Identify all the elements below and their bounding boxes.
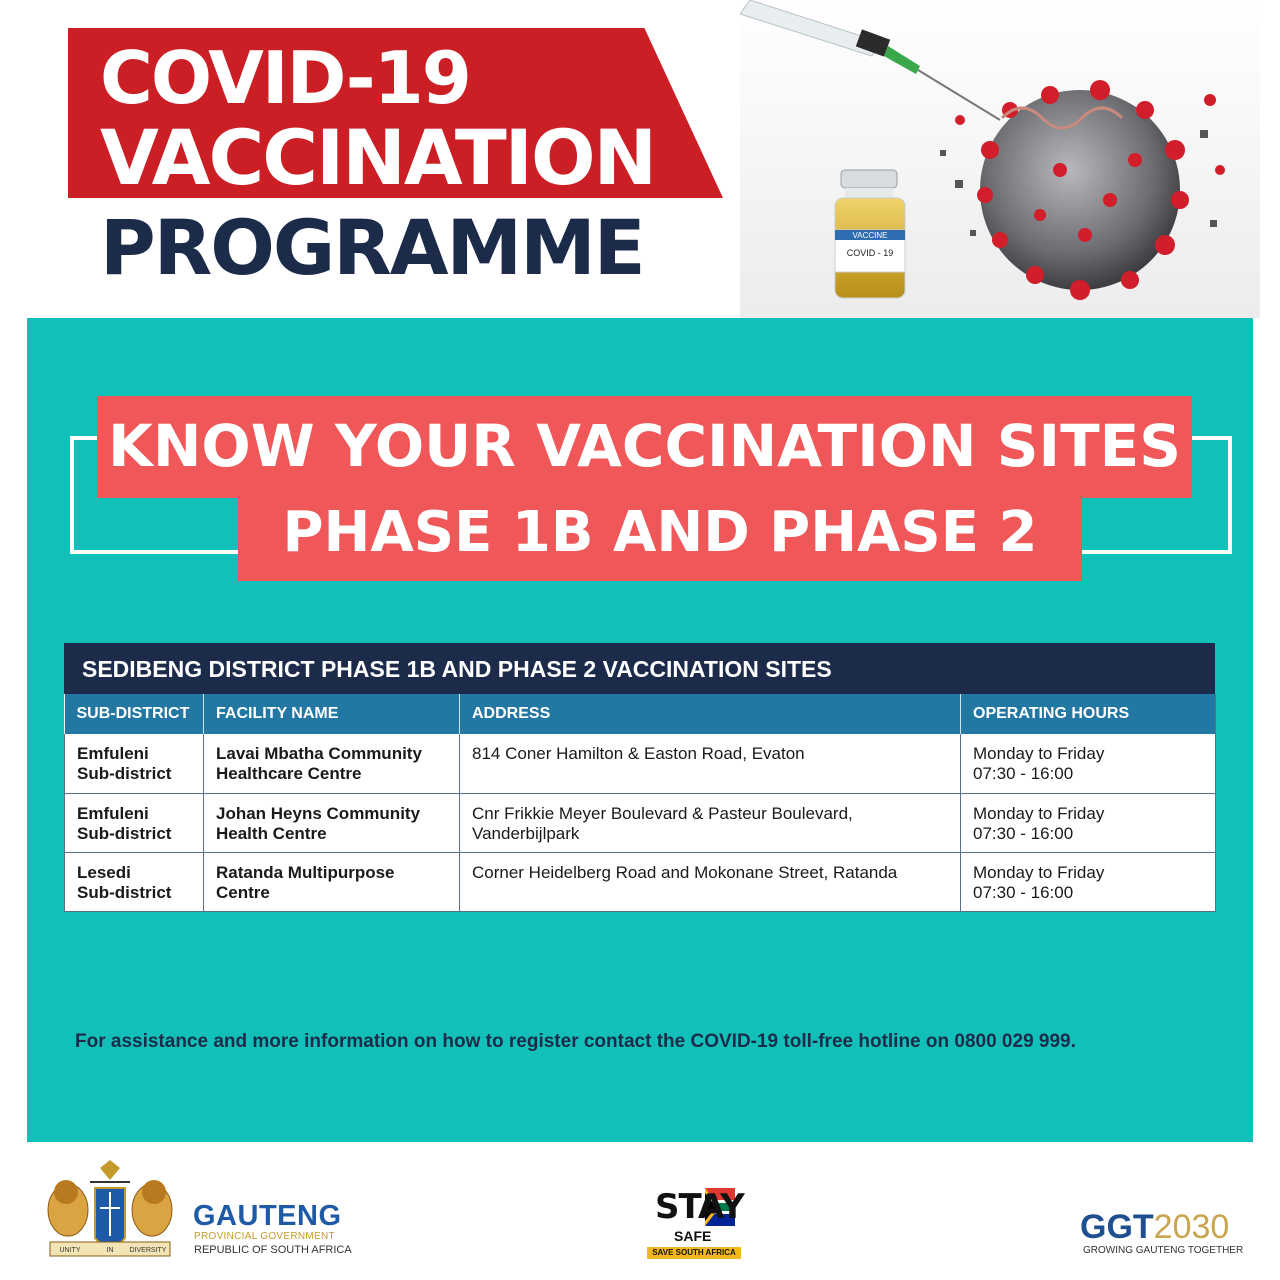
- gauteng-country: REPUBLIC OF SOUTH AFRICA: [194, 1244, 352, 1256]
- table-row: [65, 793, 1216, 852]
- crest-motto-left: UNITY: [59, 1247, 81, 1254]
- banner-title: KNOW YOUR VACCINATION SITES: [107, 412, 1182, 480]
- table-row: [65, 734, 1216, 793]
- cell-sub-district: Lesedi Sub-district: [65, 852, 204, 911]
- cell-facility: Johan Heyns Community Health Centre: [204, 793, 460, 852]
- gauteng-crest-logo: [30, 1158, 190, 1268]
- banner-subtitle: PHASE 1B AND PHASE 2: [282, 500, 1038, 565]
- table-row: [65, 852, 1216, 911]
- column-header-facility: FACILITY NAME: [204, 694, 460, 734]
- cell-address: Cnr Frikkie Meyer Boulevard & Pasteur Boulevard, Vanderbijlpark: [460, 793, 961, 852]
- coat-of-arms-icon: [48, 1160, 172, 1256]
- hotline-note: For assistance and more information on how to register contact the COVID-19 toll-free hotline on 0800 029 999.: [75, 1031, 1076, 1052]
- column-header-sub-district: SUB-DISTRICT: [65, 694, 204, 734]
- vial-label-top: VACCINE: [852, 231, 888, 240]
- crest-motto-right: DIVERSITY: [129, 1247, 167, 1254]
- vaccination-sites-table: [64, 694, 1216, 912]
- cell-facility: Ratanda Multipurpose Centre: [204, 852, 460, 911]
- cell-sub-district: Emfuleni Sub-district: [65, 793, 204, 852]
- cell-hours: Monday to Friday 07:30 - 16:00: [961, 793, 1216, 852]
- stay-safe-tagline: SAVE SOUTH AFRICA: [647, 1247, 741, 1259]
- table-title: SEDIBENG DISTRICT PHASE 1B AND PHASE 2 VACCINATION SITES: [64, 643, 1215, 694]
- stay-safe-title: STAY: [655, 1187, 744, 1227]
- column-header-hours: OPERATING HOURS: [961, 694, 1216, 734]
- cell-address: 814 Coner Hamilton & Easton Road, Evaton: [460, 734, 961, 793]
- stay-safe-safe: SAFE: [674, 1228, 712, 1244]
- column-header-address: ADDRESS: [460, 694, 961, 734]
- vaccine-illustration: [740, 0, 1260, 318]
- cell-hours: Monday to Friday 07:30 - 16:00: [961, 734, 1216, 793]
- header-title-line3: PROGRAMME: [100, 203, 644, 292]
- header-title-line2: VACCINATION: [100, 113, 656, 202]
- header-title-line1: COVID-19: [100, 36, 470, 120]
- cell-address: Corner Heidelberg Road and Mokonane Street, Ratanda: [460, 852, 961, 911]
- ggt2030-tagline: GROWING GAUTENG TOGETHER: [1083, 1245, 1244, 1256]
- gauteng-subtitle: PROVINCIAL GOVERNMENT: [194, 1231, 335, 1242]
- ggt2030-logo: [1080, 1208, 1229, 1247]
- cell-hours: Monday to Friday 07:30 - 16:00: [961, 852, 1216, 911]
- crest-motto-mid: IN: [106, 1247, 114, 1254]
- cell-facility: Lavai Mbatha Community Healthcare Centre: [204, 734, 460, 793]
- table-header-row: [65, 694, 1216, 734]
- vial-label-main: COVID - 19: [846, 248, 894, 258]
- cell-sub-district: Emfuleni Sub-district: [65, 734, 204, 793]
- gauteng-name: GAUTENG: [193, 1200, 342, 1232]
- ggt-letters: GGT: [1080, 1208, 1154, 1246]
- ggt-year: 2030: [1153, 1208, 1230, 1246]
